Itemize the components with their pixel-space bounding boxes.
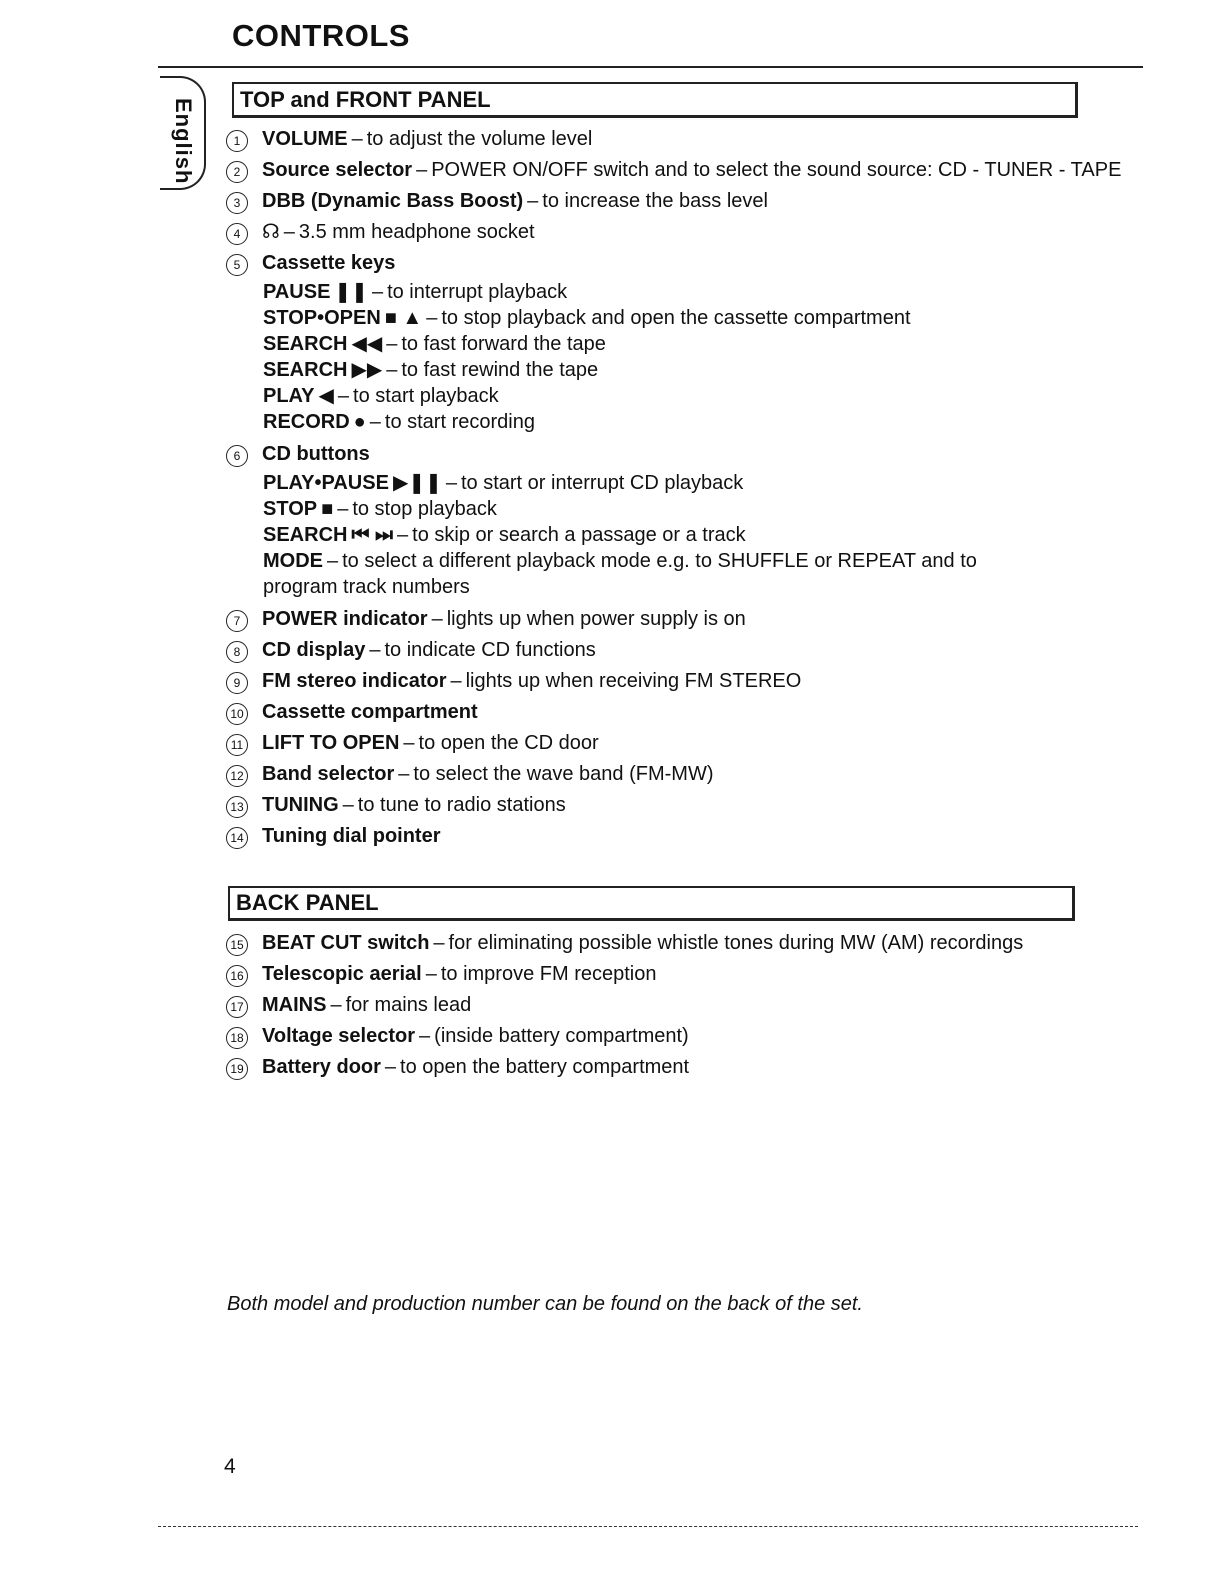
button-label: MODE [263, 550, 323, 572]
item-number: 18 [226, 1027, 248, 1049]
skip-icon: ⏮ ⏭ [351, 524, 394, 546]
list-item: 8 CD display – to indicate CD functions [226, 635, 1121, 666]
list-item: 9 FM stereo indicator – lights up when receiving FM STEREO [226, 666, 1121, 697]
item-label: Source selector [262, 159, 413, 181]
cassette-key-row: PLAY ◀ – to start playback [263, 385, 499, 407]
list-item: 7 POWER indicator – lights up when power supply is on [226, 604, 1121, 635]
item-number: 4 [226, 223, 248, 245]
item-label: CD buttons [262, 443, 370, 465]
item-label: MAINS [262, 994, 327, 1016]
list-item: 11 LIFT TO OPEN – to open the CD door [226, 728, 1121, 759]
list-item: 15 BEAT CUT switch – for eliminating possible whistle tones during MW (AM) recordings [226, 928, 1023, 959]
list-item: 2 Source selector – POWER ON/OFF switch and to select the sound source: CD - TUNER - TAPE [226, 155, 1121, 186]
stop-eject-icon: ■ ▲ [384, 307, 423, 329]
item-number: 6 [226, 445, 248, 467]
item-description: 3.5 mm headphone socket [298, 221, 535, 243]
item-number: 1 [226, 130, 248, 152]
item-description: to improve FM reception [440, 963, 657, 985]
pause-icon: ❚❚ [334, 281, 368, 303]
headphone-icon: ☊ [262, 221, 280, 243]
cassette-key-row: PAUSE ❚❚ – to interrupt playback [263, 281, 568, 303]
item-number: 17 [226, 996, 248, 1018]
item-label: VOLUME [262, 128, 348, 150]
item-description: to select the wave band (FM-MW) [413, 763, 714, 785]
page-number: 4 [224, 1455, 236, 1478]
item-label: CD display [262, 639, 366, 661]
title-divider [158, 66, 1143, 68]
key-label: PLAY [263, 385, 315, 407]
item-description: for mains lead [345, 994, 472, 1016]
item-number: 16 [226, 965, 248, 987]
item-description: to adjust the volume level [366, 128, 593, 150]
key-description: to fast rewind the tape [401, 359, 599, 381]
item-description: for eliminating possible whistle tones during MW (AM) recordings [448, 932, 1024, 954]
footnote: Both model and production number can be found on the back of the set. [227, 1293, 863, 1315]
item-number: 10 [226, 703, 248, 725]
key-label: PAUSE [263, 281, 331, 303]
list-item: 4 ☊ – 3.5 mm headphone socket [226, 217, 1121, 248]
cd-button-row: MODE – to select a different playback mode e.g. to SHUFFLE or REPEAT and to program track numbers [263, 550, 977, 598]
key-description: to fast forward the tape [401, 333, 606, 355]
list-item: 12 Band selector – to select the wave band (FM-MW) [226, 759, 1121, 790]
cassette-key-row: STOP•OPEN ■ ▲ – to stop playback and open the cassette compartment [263, 307, 911, 329]
item-label: BEAT CUT switch [262, 932, 430, 954]
item-label: Cassette keys [262, 252, 396, 274]
key-description: to start recording [384, 411, 535, 433]
item-label: Battery door [262, 1056, 381, 1078]
key-label: RECORD [263, 411, 350, 433]
item-description: to open the battery compartment [400, 1056, 690, 1078]
item-number: 19 [226, 1058, 248, 1080]
item-label: Voltage selector [262, 1025, 416, 1047]
cassette-key-row: SEARCH ◀◀ – to fast forward the tape [263, 333, 606, 355]
item-description: (inside battery compartment) [434, 1025, 689, 1047]
item-number: 13 [226, 796, 248, 818]
item-number: 3 [226, 192, 248, 214]
key-label: SEARCH [263, 333, 348, 355]
search-back-icon: ◀◀ [351, 333, 383, 355]
cd-button-row: STOP ■ – to stop playback [263, 498, 497, 520]
key-description: to start playback [353, 385, 499, 407]
item-number: 11 [226, 734, 248, 756]
item-label: FM stereo indicator [262, 670, 447, 692]
list-item: 3 DBB (Dynamic Bass Boost) – to increase the bass level [226, 186, 1121, 217]
list-item [226, 697, 1121, 728]
item-description: to open the CD door [418, 732, 599, 754]
item-description: to increase the bass level [542, 190, 768, 212]
item-number: 2 [226, 161, 248, 183]
item-label: LIFT TO OPEN [262, 732, 400, 754]
language-tab-label: English [171, 98, 196, 185]
cd-button-row: PLAY•PAUSE ▶❚❚ – to start or interrupt CD playback [263, 472, 744, 494]
bottom-divider [158, 1526, 1138, 1527]
item-number: 7 [226, 610, 248, 632]
key-label: STOP•OPEN [263, 307, 381, 329]
item-label: DBB (Dynamic Bass Boost) [262, 190, 524, 212]
cassette-key-row: SEARCH ▶▶ – to fast rewind the tape [263, 359, 599, 381]
list-item [226, 821, 1121, 852]
item-number: 9 [226, 672, 248, 694]
list-item: 18 Voltage selector – (inside battery compartment) [226, 1021, 1023, 1052]
item-description: to indicate CD functions [384, 639, 596, 661]
button-description: to stop playback [352, 498, 497, 520]
button-description: to select a different playback mode e.g. to SHUFFLE or REPEAT and to program track numbers [263, 550, 977, 598]
key-description: to stop playback and open the cassette compartment [441, 307, 911, 329]
list-item-cassette-keys [226, 248, 1121, 279]
button-description: to start or interrupt CD playback [460, 472, 744, 494]
cassette-key-row: RECORD ● – to start recording [263, 411, 535, 433]
item-label: Cassette compartment [262, 701, 478, 723]
play-icon: ◀ [318, 385, 334, 407]
top-front-panel-list [226, 124, 1121, 852]
cd-button-row: SEARCH ⏮ ⏭ – to skip or search a passage or a track [263, 524, 746, 546]
item-description: POWER ON/OFF switch and to select the sound source: CD - TUNER - TAPE [431, 159, 1122, 181]
button-label: SEARCH [263, 524, 348, 546]
item-label: TUNING [262, 794, 339, 816]
button-description: to skip or search a passage or a track [412, 524, 746, 546]
list-item: 13 TUNING – to tune to radio stations [226, 790, 1121, 821]
item-number: 12 [226, 765, 248, 787]
top-front-panel-heading: TOP and FRONT PANEL [232, 82, 1078, 118]
item-number: 14 [226, 827, 248, 849]
item-label: Tuning dial pointer [262, 825, 441, 847]
list-item: 16 Telescopic aerial – to improve FM reception [226, 959, 1023, 990]
stop-icon: ■ [321, 498, 334, 520]
list-item: 1 VOLUME – to adjust the volume level [226, 124, 1121, 155]
list-item: 19 Battery door – to open the battery compartment [226, 1052, 1023, 1083]
back-panel-list [226, 928, 1023, 1083]
page-title: CONTROLS [232, 18, 410, 53]
play-pause-icon: ▶❚❚ [392, 472, 442, 494]
button-label: STOP [263, 498, 318, 520]
item-label: Band selector [262, 763, 395, 785]
item-description: lights up when receiving FM STEREO [465, 670, 802, 692]
key-description: to interrupt playback [387, 281, 568, 303]
item-number: 8 [226, 641, 248, 663]
item-description: to tune to radio stations [357, 794, 566, 816]
list-item-cd-buttons [226, 439, 1121, 470]
item-label: POWER indicator [262, 608, 428, 630]
key-label: SEARCH [263, 359, 348, 381]
search-forward-icon: ▶▶ [351, 359, 383, 381]
item-number: 5 [226, 254, 248, 276]
item-label: Telescopic aerial [262, 963, 422, 985]
record-icon: ● [353, 411, 366, 433]
list-item: 17 MAINS – for mains lead [226, 990, 1023, 1021]
item-description: lights up when power supply is on [446, 608, 746, 630]
back-panel-heading: BACK PANEL [228, 886, 1075, 921]
item-number: 15 [226, 934, 248, 956]
button-label: PLAY•PAUSE [263, 472, 389, 494]
